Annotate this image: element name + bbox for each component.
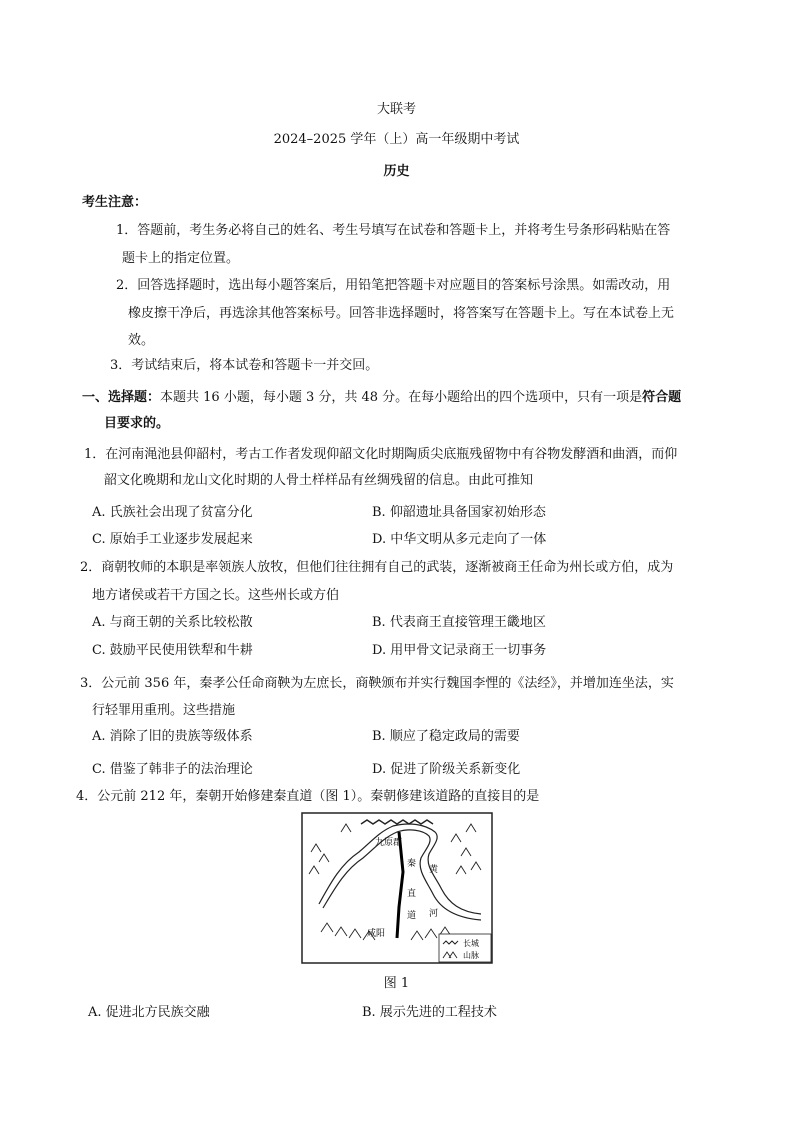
section-emph: 符合题: [642, 390, 682, 405]
q1-option-b[interactable]: B. 仰韶遗址具备国家初始形态: [372, 505, 546, 520]
q3-option-b[interactable]: B. 顺应了稳定政局的需要: [372, 729, 520, 744]
section-desc: 本题共 16 小题，每小题 3 分，共 48 分。在每小题给出的四个选项中，只有一项是: [160, 390, 643, 405]
exam-subject: 历史: [383, 164, 410, 179]
q3-stem-line-2: 行轻罪用重刑。这些措施: [92, 703, 236, 718]
q1-stem-line-2: 韶文化晚期和龙山文化时期的人骨土样样品有丝绸残留的信息。由此可推知: [104, 473, 534, 488]
section-label: 一、选择题：: [82, 390, 161, 405]
q3-option-a[interactable]: A. 消除了旧的贵族等级体系: [92, 729, 253, 744]
section-emph-2: 目要求的。: [104, 416, 170, 431]
map-label-xianyang: 咸阳: [367, 929, 386, 939]
notice-item-1-line-1: 1．答题前，考生务必将自己的姓名、考生号填写在试卷和答题卡上，并将考生号条形码粘贴在答: [116, 223, 671, 238]
q2-option-a[interactable]: A. 与商王朝的关系比较松散: [92, 615, 253, 630]
q2-option-d[interactable]: D. 用甲骨文记录商王一切事务: [372, 643, 547, 658]
legend-wall-label: 长城: [463, 939, 479, 948]
figure-caption: 图 1: [383, 976, 410, 991]
notice-title: 考生注意：: [82, 195, 148, 210]
notice-item-2-line-2: 橡皮擦干净后，再选涂其他答案标号。回答非选择题时，将答案写在答题卡上。写在本试卷上无: [128, 306, 675, 321]
qin-straight-road-map: [301, 812, 493, 964]
exam-org: 大联考: [376, 102, 416, 117]
legend-mountain-label: 山脉: [463, 951, 479, 960]
q4-option-a[interactable]: A. 促进北方民族交融: [88, 1005, 210, 1020]
q2-stem-line-1: 2．商朝牧师的本职是率领族人放牧，但他们往往拥有自己的武装，逐渐被商王任命为州长或方伯，成为: [80, 560, 674, 575]
q2-option-b[interactable]: B. 代表商王直接管理王畿地区: [372, 615, 546, 630]
map-label-dao: 道: [407, 911, 417, 921]
map-label-huang: 黄: [429, 865, 439, 875]
section-heading: [82, 388, 681, 408]
notice-item-2-line-1: 2．回答选择题时，选出每小题答案后，用铅笔把答题卡对应题目的答案标号涂黑。如需改动，用: [116, 278, 671, 293]
q2-option-c[interactable]: C. 鼓励平民使用铁犁和牛耕: [92, 643, 253, 658]
map-label-qin: 秦: [407, 859, 417, 869]
q3-stem-line-1: 3．公元前 356 年，秦孝公任命商鞅为左庶长，商鞅颁布并实行魏国李悝的《法经》，并增加连坐法，实: [80, 676, 674, 691]
q1-option-d[interactable]: D. 中华文明从多元走向了一体: [372, 532, 547, 547]
q1-option-c[interactable]: C. 原始手工业逐步发展起来: [92, 532, 253, 547]
q2-stem-line-2: 地方诸侯或若干方国之长。这些州长或方伯: [92, 588, 340, 603]
q4-option-b[interactable]: B. 展示先进的工程技术: [362, 1005, 497, 1020]
map-label-he: 河: [429, 909, 439, 919]
q1-stem-line-1: 1．在河南渑池县仰韶村，考古工作者发现仰韶文化时期陶质尖底瓶残留物中有谷物发酵酒和曲酒，而仰: [84, 447, 678, 462]
map-label-zhi: 直: [407, 889, 417, 899]
q3-option-d[interactable]: D. 促进了阶级关系新变化: [372, 762, 521, 777]
map-label-jiuyuan: 九原郡: [375, 838, 403, 848]
notice-item-1-line-2: 题卡上的指定位置。: [122, 251, 240, 266]
q1-option-a[interactable]: A. 氏族社会出现了贫富分化: [92, 505, 253, 520]
q3-option-c[interactable]: C. 借鉴了韩非子的法治理论: [92, 762, 253, 777]
exam-title: 2024–2025 学年（上）高一年级期中考试: [273, 132, 520, 147]
q4-stem-line-1: 4．公元前 212 年，秦朝开始修建秦直道（图 1）。秦朝修建该道路的直接目的是: [76, 789, 540, 804]
notice-item-2-line-3: 效。: [128, 333, 155, 348]
notice-item-3: 3．考试结束后，将本试卷和答题卡一并交回。: [110, 358, 379, 373]
